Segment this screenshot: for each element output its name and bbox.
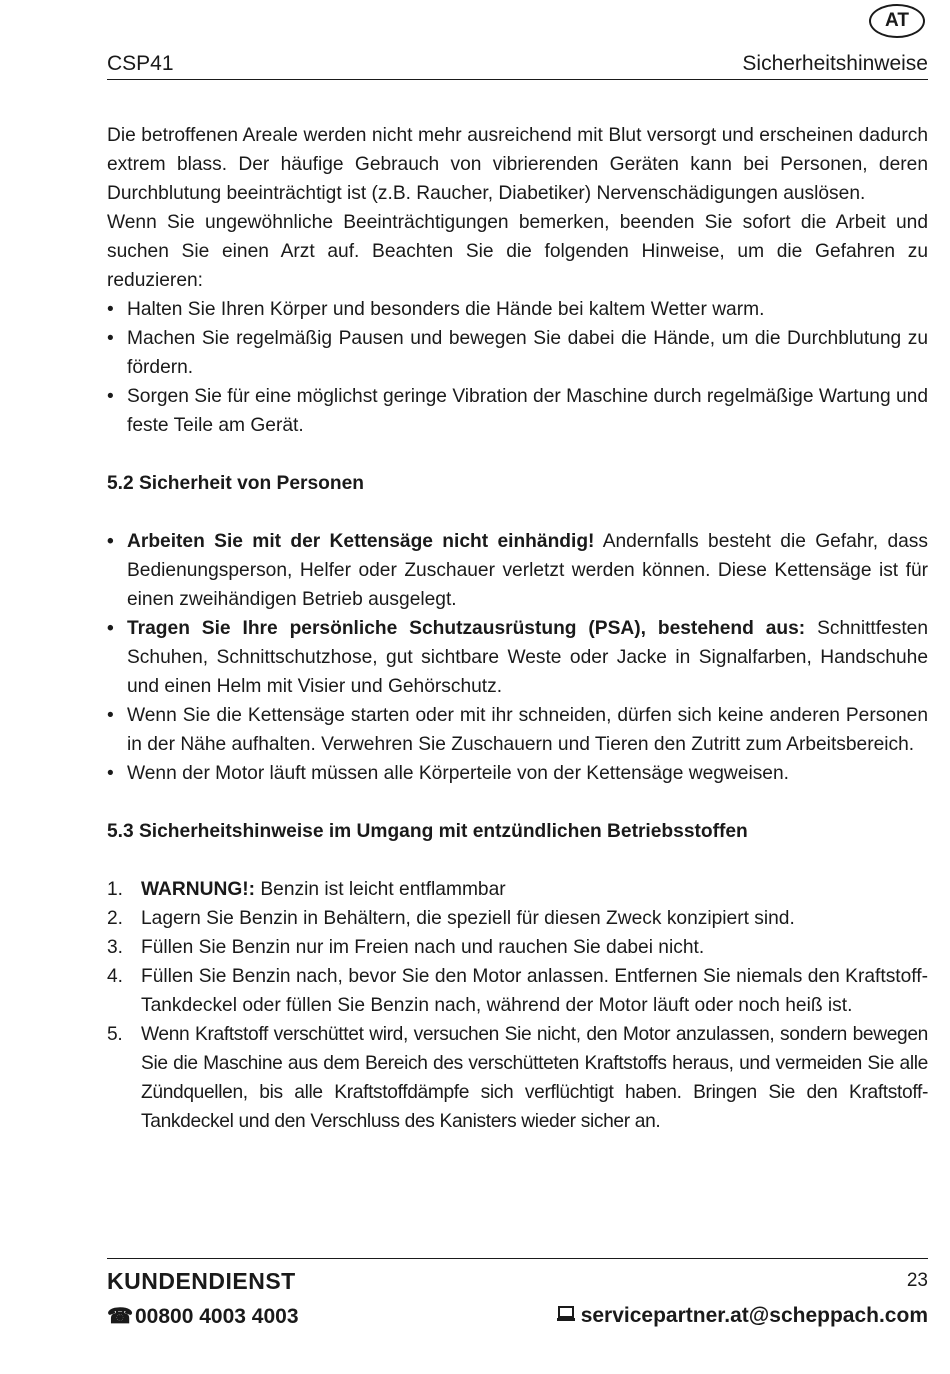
bullet-icon: • [107, 705, 114, 726]
item-number: 3. [107, 937, 124, 958]
email-link[interactable]: servicepartner.at@scheppach.com [580, 1304, 928, 1327]
bullet-icon: • [107, 299, 114, 320]
spacer [107, 440, 928, 469]
numbered-item: 1. WARNUNG!: Benzin ist leicht entflammbar [107, 875, 928, 904]
list-item: • Tragen Sie Ihre persönliche Schutzausrüstung (PSA), bestehend aus: Schnittfesten Schuhen, Schnittschutzhose, gut sichtbare Weste oder Jacke in Signalfarben, Handschuhe und einen Helm mit Visier und Gehörschutz. [107, 614, 928, 701]
page-body [107, 121, 928, 1136]
list-item: • Sorgen Sie für eine möglichst geringe Vibration der Maschine durch regelmäßige Wartung und feste Teile am Gerät. [107, 382, 928, 440]
section-title: Sicherheitshinweise [742, 52, 928, 75]
numbered-item: 3. Füllen Sie Benzin nur im Freien nach und rauchen Sie dabei nicht. [107, 933, 928, 962]
item-number: 1. [107, 879, 124, 900]
section-heading: 5.2 Sicherheit von Personen [107, 473, 364, 494]
country-badge: AT [869, 4, 925, 38]
bullet-icon: • [107, 763, 114, 784]
item-number: 2. [107, 908, 124, 929]
numbered-item: 4. Füllen Sie Benzin nach, bevor Sie den Motor anlassen. Entfernen Sie niemals den Kraftstoff-Tankdeckel oder füllen Sie Benzin nach, während der Motor läuft oder noch heiß ist. [107, 962, 928, 1020]
header-rule [107, 79, 928, 80]
list-item: • Halten Sie Ihren Körper und besonders die Hände bei kaltem Wetter warm. [107, 295, 928, 324]
phone-line [107, 1304, 299, 1329]
list-item: • Machen Sie regelmäßig Pausen und bewegen Sie dabei die Hände, um die Durchblutung zu fördern. [107, 324, 928, 382]
list-item: • Wenn Sie die Kettensäge starten oder mit ihr schneiden, dürfen sich keine anderen Personen in der Nähe aufhalten. Verwehren Sie Zuschauern und Tieren den Zutritt zum Arbeitsbereich. [107, 701, 928, 759]
spacer [107, 788, 928, 817]
service-label: KUNDENDIENST [107, 1268, 296, 1294]
footer-rule [107, 1258, 928, 1259]
computer-icon [557, 1304, 581, 1328]
list-item: • Wenn der Motor läuft müssen alle Körperteile von der Kettensäge wegweisen. [107, 759, 928, 788]
bullet-icon: • [107, 328, 114, 349]
intro-paragraph: Wenn Sie ungewöhnliche Beeinträchtigungen bemerken, beenden Sie sofort die Arbeit und suchen Sie einen Arzt auf. Beachten Sie die folgenden Hinweise, um die Gefahren zu reduzieren: [107, 212, 928, 291]
phone-number[interactable]: 00800 4003 4003 [135, 1305, 299, 1328]
item-number: 4. [107, 966, 124, 987]
item-number: 5. [107, 1024, 123, 1045]
list-item: • Arbeiten Sie mit der Kettensäge nicht einhändig! Andernfalls besteht die Gefahr, dass Bedienungsperson, Helfer oder Zuschauer verletzt werden können. Diese Kettensäge ist für einen zweihändigen Betrieb ausgelegt. [107, 527, 928, 614]
bullet-icon: • [107, 531, 114, 552]
model-name: CSP41 [107, 52, 174, 75]
phone-icon: ☎ [107, 1305, 134, 1328]
email-line [557, 1304, 928, 1328]
bullet-icon: • [107, 386, 114, 407]
bullet-icon: • [107, 618, 114, 639]
page-number: 23 [906, 1270, 928, 1291]
section-heading: 5.3 Sicherheitshinweise im Umgang mit entzündlichen Betriebsstoffen [107, 821, 748, 842]
spacer [107, 846, 928, 875]
intro-paragraph: Die betroffenen Areale werden nicht mehr ausreichend mit Blut versorgt und erscheinen dadurch extrem blass. Der häufige Gebrauch von vibrierenden Geräten kann bei Personen, deren Durchblutung beeinträchtigt ist (z.B. Raucher, Diabetiker) Nervenschädigungen auslösen. [107, 125, 928, 204]
numbered-item: 2. Lagern Sie Benzin in Behältern, die speziell für diesen Zweck konzipiert sind. [107, 904, 928, 933]
spacer [107, 498, 928, 527]
numbered-item: 5. Wenn Kraftstoff verschüttet wird, versuchen Sie nicht, den Motor anzulassen, sondern bewegen Sie die Maschine aus dem Bereich des verschütteten Kraftstoffs heraus, und vermeiden Sie alle Zündquellen, bis alle Kraftstoffdämpfe sich verflüchtigt haben. Bringen Sie den Kraftstoff-Tankdeckel und den Verschluss des Kanisters wieder sicher an. [107, 1020, 928, 1136]
